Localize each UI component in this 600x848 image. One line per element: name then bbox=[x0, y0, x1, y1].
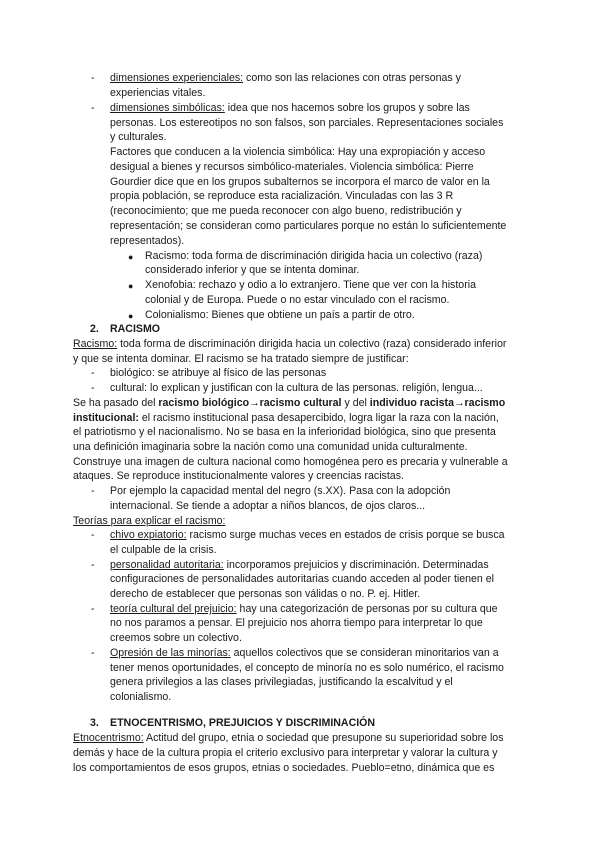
list-dash: - bbox=[91, 382, 95, 394]
section-number: 3. bbox=[90, 717, 99, 729]
text-line: Opresión de las minorías: aquellos colectivos que se consideran minoritarios van a bbox=[110, 647, 499, 659]
subheading-teorias: Teorías para explicar el racismo: bbox=[73, 515, 226, 527]
text-line: biológico: se atribuye al físico de las personas bbox=[110, 367, 327, 379]
text-line: cultural: lo explican y justifican con la cultura de las personas. religión, lengua... bbox=[110, 382, 483, 394]
text-line: y que se intenta dominar. El racismo se ha tratado siempre de justificar: bbox=[73, 353, 409, 365]
text-line: propia población, se reproduce esta racialización. Vinculadas con las 3 R bbox=[110, 190, 454, 202]
list-dash: - bbox=[91, 603, 95, 615]
text-line: demás y hace de la cultura propia el criterio exclusivo para interpretar y valorar la cultura y bbox=[73, 747, 498, 759]
section-number: 2. bbox=[90, 323, 99, 335]
text-line: personas. Los estereotipos no son falsos, son parciales. Representaciones sociales bbox=[110, 117, 504, 129]
text-line: dimensiones simbólicas: idea que nos hacemos sobre los grupos y sobre las bbox=[110, 102, 470, 114]
text-line: experiencias vitales. bbox=[110, 87, 206, 99]
text-line: el patriotismo y el nacionalismo. No se basa en la inferioridad biológica, sino que presenta bbox=[73, 426, 496, 438]
text-line: tener menos oportunidades, el concepto de minoría no es solo numérico, el racismo bbox=[110, 662, 504, 674]
section-heading-racismo: RACISMO bbox=[110, 323, 161, 335]
text-line: Construye una imagen de cultura nacional como homogénea pero es precaria y vulnerable a bbox=[73, 456, 508, 468]
text-line: los comportamientos de esos grupos, etnias o sociedades. Pueblo=etno, dinámica que es bbox=[73, 762, 495, 774]
bullet-dot: ● bbox=[128, 311, 134, 321]
list-dash: - bbox=[91, 559, 95, 571]
text-line: representados). bbox=[110, 235, 185, 247]
list-dash: - bbox=[91, 102, 95, 114]
text-line: colonial y de Europa. Puede o no estar vinculado con el racismo. bbox=[145, 294, 450, 306]
text-line: (reconocimiento; que me pueda reconocer con algo bueno, redistribución y bbox=[110, 205, 462, 217]
text-line: Colonialismo: Bienes que obtiene un país a partir de otro. bbox=[145, 309, 415, 321]
term-chivo-expiatorio: chivo expiatorio: bbox=[110, 529, 187, 541]
text-line: una definición imaginaria sobre la nación como una comunidad unida culturalmente. bbox=[73, 441, 468, 453]
text-line: ataques. Se reproduce institucionalmente valores y creencias racistas. bbox=[73, 470, 404, 482]
text-line: chivo expiatorio: racismo surge muchas veces en estados de crisis porque se busca bbox=[110, 529, 505, 541]
list-dash: - bbox=[91, 72, 95, 84]
bullet-dot: ● bbox=[128, 252, 134, 262]
text-line: genera privilegios a las clases privilegiadas, justificando la escalvitud y el bbox=[110, 676, 453, 688]
term-etnocentrismo: Etnocentrismo: bbox=[73, 732, 144, 744]
text-line: Factores que conducen a la violencia simbólica: Hay una expropiación y acceso bbox=[110, 146, 486, 158]
text-line: Gourdier dice que en los grupos subalternos se incorpora el marco de valor en la bbox=[110, 176, 490, 188]
list-dash: - bbox=[91, 367, 95, 379]
text-line: configuraciones de personalidades autoritarias cuando acceden al poder tienen el bbox=[110, 573, 494, 585]
list-dash: - bbox=[91, 529, 95, 541]
term-dimensiones-experienciales: dimensiones experienciales: bbox=[110, 72, 244, 84]
text-line: personalidad autoritaria: incorporamos prejuicios y discriminación. Determinadas bbox=[110, 559, 489, 571]
text-line: teoría cultural del prejuicio: hay una categorización de personas por su cultura que bbox=[110, 603, 498, 615]
text-line: creemos sobre un colectivo. bbox=[110, 632, 242, 644]
bullet-dot: ● bbox=[128, 281, 134, 291]
text-line: Se ha pasado del racismo biológico→racismo cultural y del individuo racista→racismo bbox=[73, 397, 506, 409]
text-line: y culturales. bbox=[110, 131, 167, 143]
text-line: internacional. Se tiende a adoptar a niños blancos, de ojos claros... bbox=[110, 500, 426, 512]
list-dash: - bbox=[91, 485, 95, 497]
text-line: desigual a bienes y recursos simbólico-materiales. Violencia simbólica: Pierre bbox=[110, 161, 474, 173]
text-line: Xenofobia: rechazo y odio a lo extranjero. Tiene que ver con la historia bbox=[145, 279, 476, 291]
text-line: considerado inferior y que se intenta dominar. bbox=[145, 264, 360, 276]
term-teoria-cultural: teoría cultural del prejuicio: bbox=[110, 603, 237, 615]
text-line: el culpable de la crisis. bbox=[110, 544, 217, 556]
term-dimensiones-simbolicas: dimensiones simbólicas: bbox=[110, 102, 225, 114]
term-opresion-minorias: Opresión de las minorías: bbox=[110, 647, 231, 659]
text-line: derecho de establecer que personas son válidas o no. P. ej. Hitler. bbox=[110, 588, 421, 600]
text-line: Etnocentrismo: Actitud del grupo, etnia o sociedad que presupone su superioridad sobre los bbox=[73, 732, 504, 744]
list-dash: - bbox=[91, 647, 95, 659]
text-line: institucional: el racismo institucional pasa desapercibido, logra ligar la raza con la nación, bbox=[73, 412, 499, 424]
text-line: colonialismo. bbox=[110, 691, 172, 703]
text-line: Racismo: toda forma de discriminación dirigida hacia un colectivo (raza) considerado inferior bbox=[73, 338, 507, 350]
text-line: dimensiones experienciales: como son las relaciones con otras personas y bbox=[110, 72, 461, 84]
text-line: no nos paramos a pensar. El prejuicio nos ahorra tiempo para interpretar lo que bbox=[110, 617, 483, 629]
term-personalidad-autoritaria: personalidad autoritaria: bbox=[110, 559, 224, 571]
text-line: representación; se consideran como particulares porque no están lo suficientemente bbox=[110, 220, 507, 232]
section-heading-etnocentrismo: ETNOCENTRISMO, PREJUICIOS Y DISCRIMINACIÓN bbox=[110, 717, 376, 729]
text-line: Racismo: toda forma de discriminación dirigida hacia un colectivo (raza) bbox=[145, 250, 483, 262]
term-racismo: Racismo: bbox=[73, 338, 118, 350]
text-line: Por ejemplo la capacidad mental del negro (s.XX). Pasa con la adopción bbox=[110, 485, 451, 497]
